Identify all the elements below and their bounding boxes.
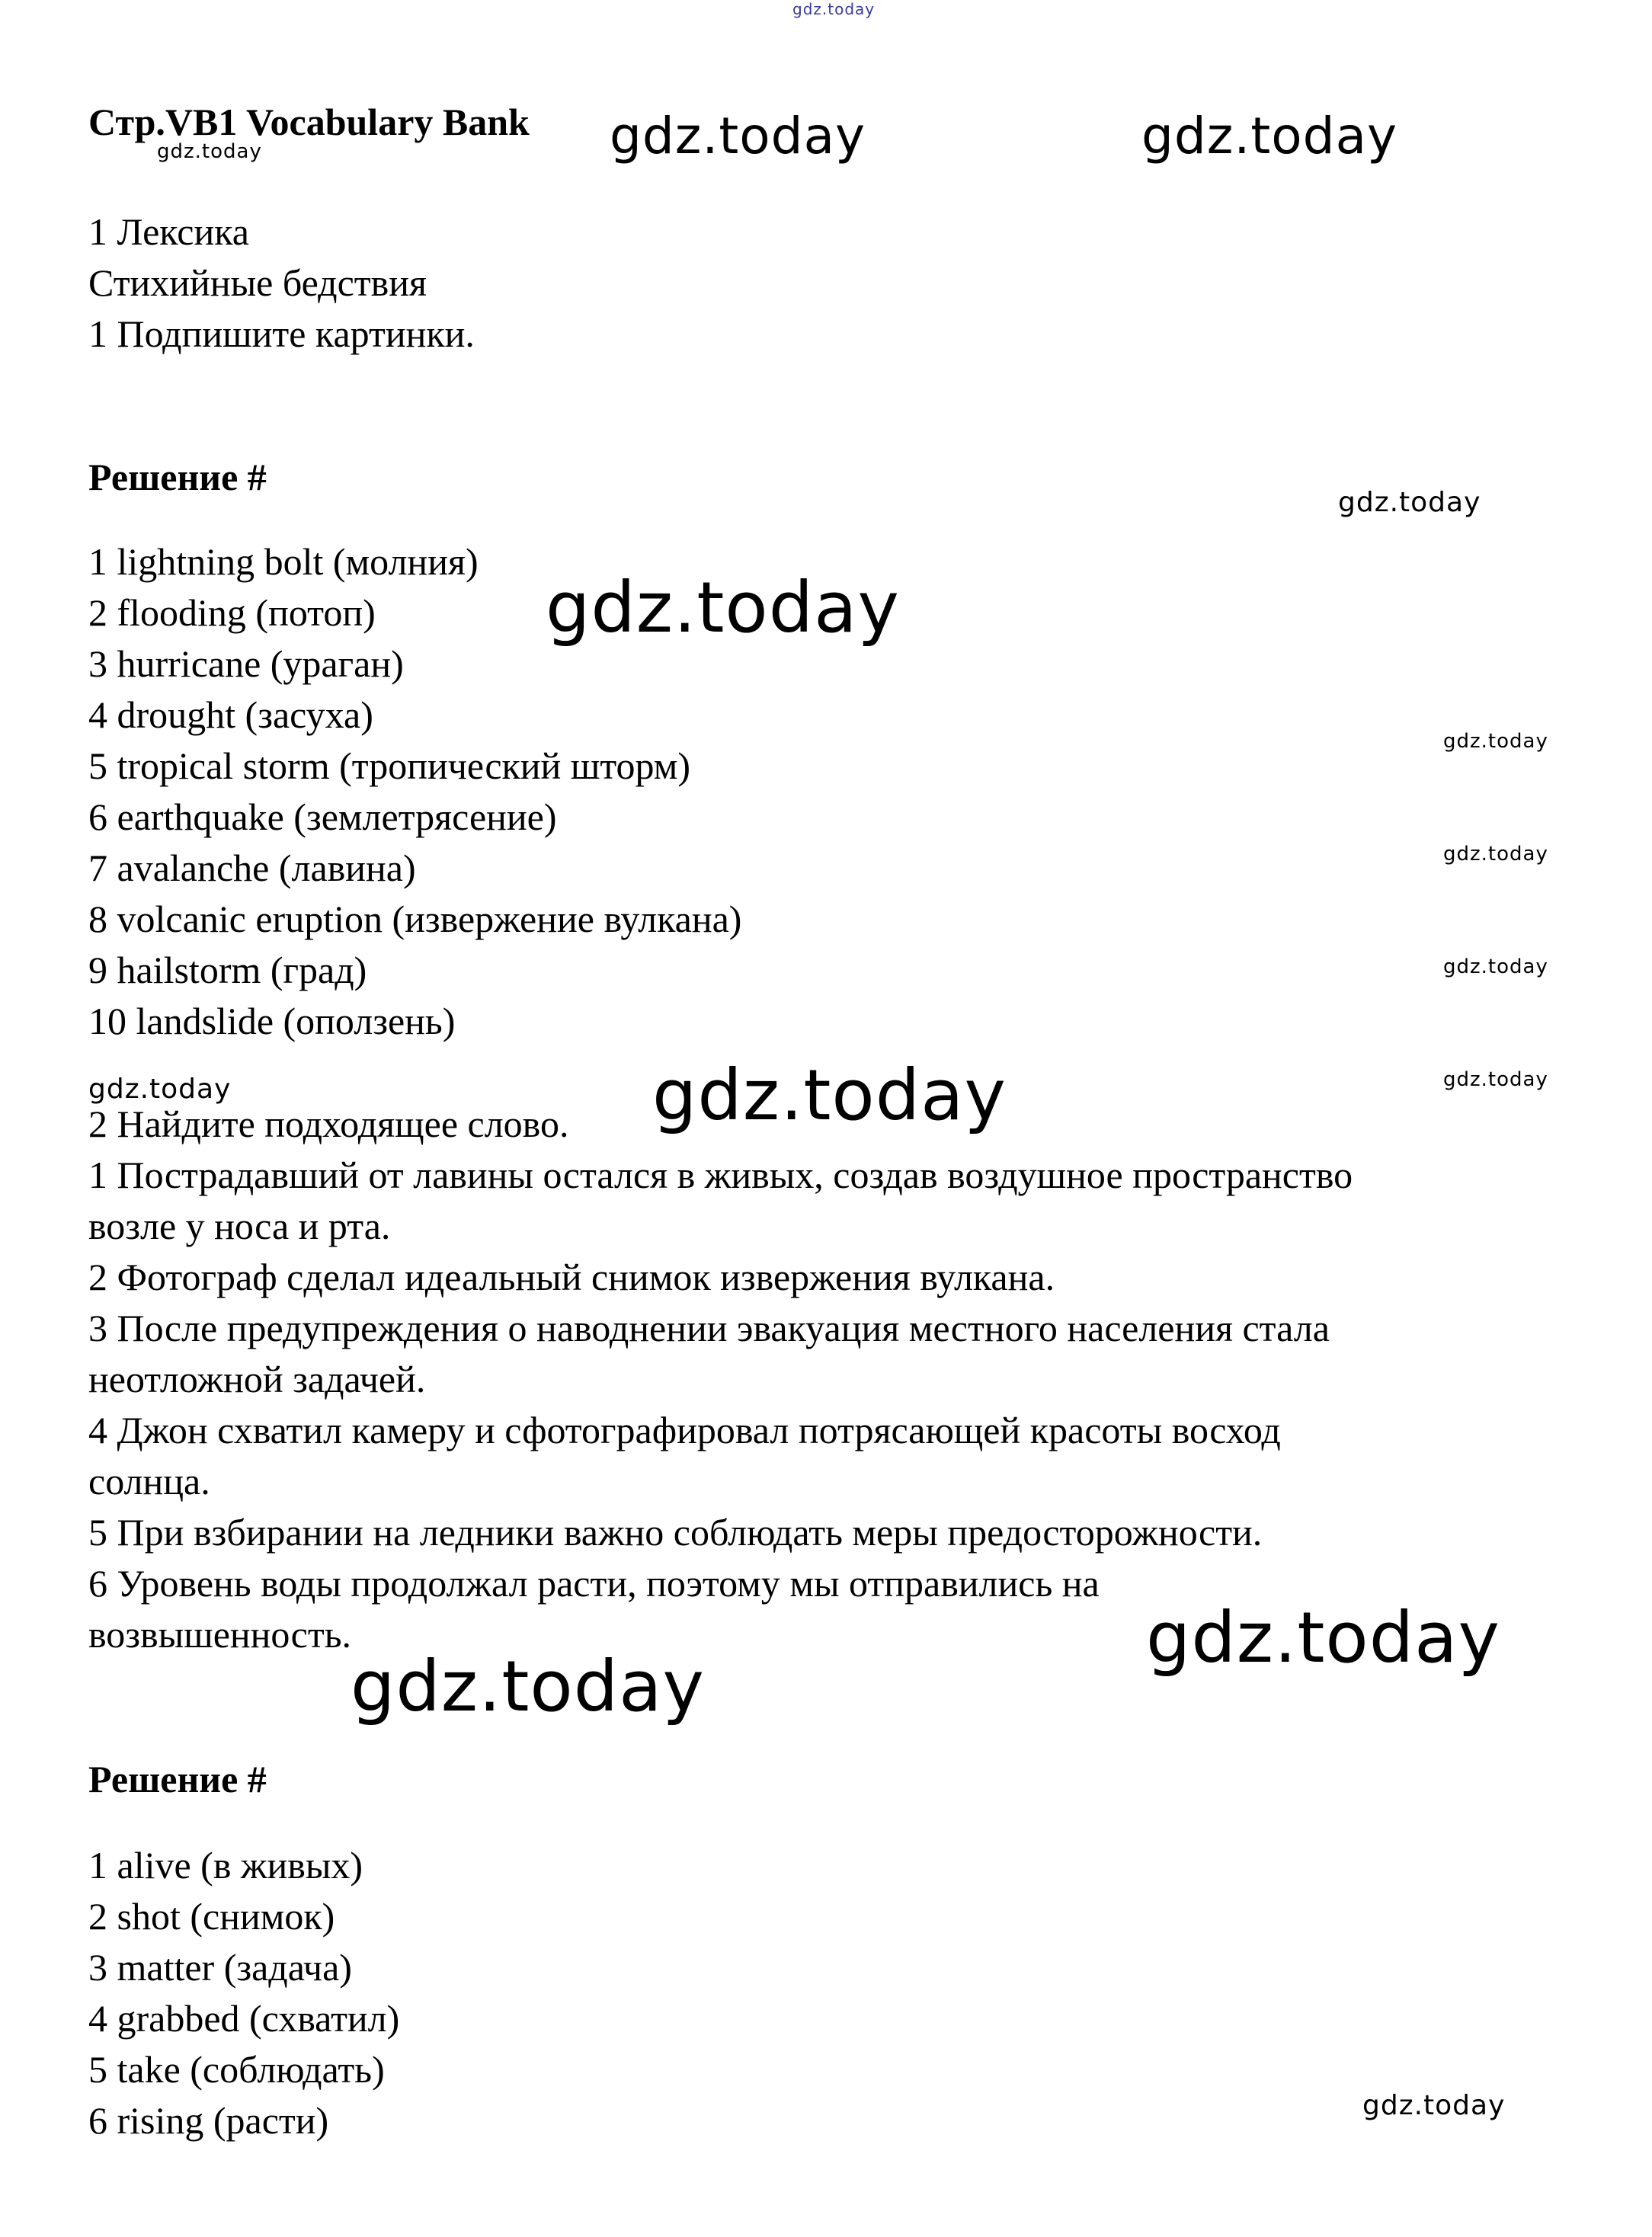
watermark-top: gdz.today bbox=[792, 0, 876, 18]
task1-solution-label: Решение # bbox=[88, 456, 267, 498]
watermark-tiny-2: gdz.today bbox=[1443, 843, 1548, 866]
task2-answer: 5 take (соблюдать) bbox=[88, 2048, 385, 2091]
watermark-right-1: gdz.today bbox=[1338, 487, 1481, 518]
task1-heading: 1 Лексика bbox=[88, 210, 249, 253]
watermark-tiny-4: gdz.today bbox=[1443, 1068, 1548, 1091]
task1-answer: 3 hurricane (ураган) bbox=[88, 642, 404, 685]
task2-sentence-line: 4 Джон схватил камеру и сфотографировал потрясающей красоты восход bbox=[88, 1409, 1281, 1451]
task2-solution-label: Решение # bbox=[88, 1758, 267, 1800]
task1-answer: 8 volcanic eruption (извержение вулкана) bbox=[88, 898, 742, 940]
task2-answer: 2 shot (снимок) bbox=[88, 1895, 335, 1938]
task2-sentence-line: 2 Фотограф сделал идеальный снимок извержения вулкана. bbox=[88, 1256, 1055, 1298]
watermark-center-2: gdz.today bbox=[652, 1054, 1007, 1136]
task2-sentence-line: 1 Пострадавший от лавины остался в живых, создав воздушное пространство bbox=[88, 1154, 1353, 1196]
task2-sentence-line: 6 Уровень воды продолжал расти, поэтому мы отправились на bbox=[88, 1562, 1100, 1605]
task2-sentence-line: неотложной задачей. bbox=[88, 1358, 426, 1400]
watermark-center-3: gdz.today bbox=[351, 1646, 705, 1727]
task2-answer: 3 matter (задача) bbox=[88, 1946, 352, 1989]
task1-answer: 7 avalanche (лавина) bbox=[88, 846, 416, 889]
watermark-tiny-3: gdz.today bbox=[1443, 955, 1548, 978]
task1-subheading: Стихийные бедствия bbox=[88, 261, 427, 304]
task2-instruction: 2 Найдите подходящее слово. bbox=[88, 1102, 569, 1145]
watermark-center-1: gdz.today bbox=[546, 567, 900, 648]
watermark-small-title: gdz.today bbox=[157, 140, 262, 163]
task2-sentence-line: 3 После предупреждения о наводнении эвакуация местного населения стала bbox=[88, 1307, 1330, 1349]
task2-sentence-line: возвышенность. bbox=[88, 1613, 352, 1656]
task1-answer: 4 drought (засуха) bbox=[88, 693, 373, 736]
task2-answer: 4 grabbed (схватил) bbox=[88, 1997, 400, 2040]
watermark-header-center: gdz.today bbox=[610, 107, 866, 165]
task1-answer: 2 flooding (потоп) bbox=[88, 591, 376, 634]
watermark-right-2: gdz.today bbox=[1146, 1597, 1500, 1679]
task1-answer: 9 hailstorm (град) bbox=[88, 949, 367, 991]
watermark-tiny-1: gdz.today bbox=[1443, 730, 1548, 753]
watermark-header-right: gdz.today bbox=[1141, 107, 1398, 165]
task2-sentence-line: солнца. bbox=[88, 1460, 210, 1503]
task2-sentence-line: возле у носа и рта. bbox=[88, 1205, 391, 1247]
task2-sentence-line: 5 При взбирании на ледники важно соблюдать меры предосторожности. bbox=[88, 1511, 1263, 1554]
task2-answer: 1 alive (в живых) bbox=[88, 1844, 363, 1887]
task1-answer: 1 lightning bolt (молния) bbox=[88, 540, 479, 583]
page-title: Стр.VB1 Vocabulary Bank bbox=[88, 101, 530, 143]
task1-answer: 6 earthquake (землетрясение) bbox=[88, 795, 557, 838]
watermark-bottom-right: gdz.today bbox=[1362, 2090, 1506, 2121]
task1-answer: 10 landslide (оползень) bbox=[88, 1000, 456, 1042]
task1-instruction: 1 Подпишите картинки. bbox=[88, 312, 475, 355]
watermark-left: gdz.today bbox=[88, 1074, 232, 1105]
task1-answer: 5 tropical storm (тропический шторм) bbox=[88, 744, 691, 787]
task2-answer: 6 rising (расти) bbox=[88, 2099, 329, 2142]
